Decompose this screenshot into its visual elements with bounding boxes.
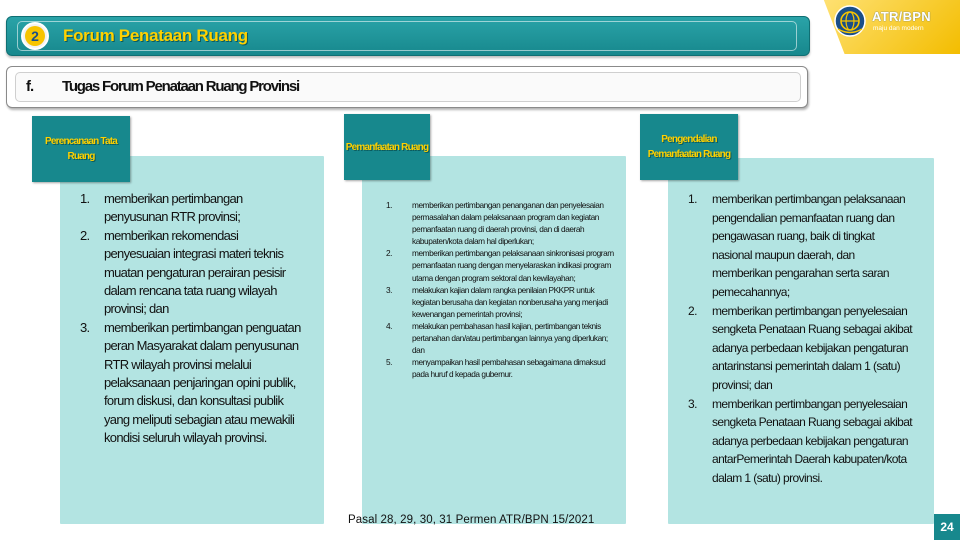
section-number-badge	[21, 22, 49, 50]
globe-emblem-icon	[834, 5, 866, 37]
list-item	[386, 284, 614, 320]
item-text: memberikan pertimbangan penyelesaian sengketa Penataan Ruang sebagai akibat adanya perbedaan kebijakan pengaturan antarPemerintah Daerah kabupaten/kota dalam 1 (satu) provinsi.	[712, 396, 913, 485]
list-item	[386, 247, 614, 283]
logo-name: ATR/BPN	[872, 9, 931, 24]
item-number: 1.	[688, 192, 697, 206]
list-item	[386, 356, 614, 380]
column-tab-pemanfaatan: Pemanfaatan Ruang	[344, 114, 430, 180]
list-pemanfaatan	[386, 199, 614, 380]
item-number: 2.	[80, 227, 90, 243]
list-item	[80, 319, 302, 448]
page-number: 24	[934, 514, 960, 540]
section-title: Tugas Forum Penataan Ruang Provinsi	[62, 78, 299, 95]
item-text: memberikan pertimbangan penguatan peran Masyarakat dalam penyusunan RTR wilayah provinsi melalui pelaksanaan penjaringan opini publik, forum diskusi, dan konsultasi publik yang meliputi sebagian atau mewakili kondisi seluruh wilayah provinsi.	[104, 319, 301, 446]
item-text: menyampaikan hasil pembahasan sebagaimana dimaksud pada huruf d kepada gubernur.	[412, 357, 606, 380]
item-number: 4.	[386, 320, 393, 331]
item-number: 3.	[80, 319, 90, 335]
item-text: memberikan rekomendasi penyesuaian integrasi materi teknis muatan pengaturan perairan pesisir dalam rencana tata ruang wilayah provinsi; dan	[104, 227, 286, 317]
column-tab-pengendalian: Pengendalian Pemanfaatan Ruang	[640, 114, 738, 180]
list-perencanaan	[80, 190, 302, 448]
section-number: 2	[25, 26, 45, 46]
list-item	[688, 190, 914, 302]
list-item	[386, 199, 614, 247]
list-item	[80, 227, 302, 319]
list-item	[386, 320, 614, 356]
item-number: 2.	[688, 303, 697, 318]
item-text: melakukan kajian dalam rangka penilaian PKKPR untuk kegiatan berusaha dan kegiatan nonberusaha yang menjadi kewenangan pemerintah provinsi;	[412, 284, 608, 319]
list-pengendalian	[688, 190, 914, 488]
item-text: memberikan pertimbangan pelaksanaan sinkronisasi program pemanfaatan ruang dengan menyelaraskan indikasi program utama dengan program sektoral dan kewilayahan;	[412, 248, 614, 283]
item-text: memberikan pertimbangan penanganan dan penyelesaian permasalahan dalam pelaksanaan program dan kegiatan pemanfaatan ruang di daerah provinsi, dan di daerah kabupaten/kota dalam hal diperlukan;	[412, 200, 604, 247]
header-bar	[6, 16, 810, 56]
list-item	[688, 302, 914, 395]
item-number: 5.	[386, 357, 393, 368]
item-number: 3.	[688, 396, 697, 411]
header-title: Forum Penataan Ruang	[63, 26, 248, 45]
column-tab-perencanaan: Perencanaan Tata Ruang	[32, 116, 130, 182]
footnote-reference: Pasal 28, 29, 30, 31 Permen ATR/BPN 15/2021	[348, 514, 595, 526]
list-item	[688, 395, 914, 488]
item-text: memberikan pertimbangan penyusunan RTR provinsi;	[104, 191, 243, 225]
item-number: 3.	[386, 284, 393, 295]
item-number: 1.	[80, 191, 90, 206]
logo-tagline: maju dan modern	[873, 25, 924, 32]
item-text: melakukan pembahasan hasil kajian, pertimbangan teknis pertanahan dan/atau pertimbangan lainnya yang diperlukan; dan	[412, 320, 608, 356]
item-number: 2.	[386, 248, 393, 259]
item-number: 1.	[386, 200, 393, 210]
section-letter: f.	[26, 78, 34, 95]
item-text: memberikan pertimbangan penyelesaian sengketa Penataan Ruang sebagai akibat adanya perbedaan kebijakan pengaturan antarinstansi pemerintah dalam 1 (satu) provinsi; dan	[712, 303, 913, 392]
list-item	[80, 190, 302, 227]
item-text: memberikan pertimbangan pelaksanaan pengendalian pemanfaatan ruang dan pengawasan ruang, baik di tingkat nasional maupun daerah, dan memberikan pengarahan serta saran pemecahannya;	[712, 192, 906, 299]
